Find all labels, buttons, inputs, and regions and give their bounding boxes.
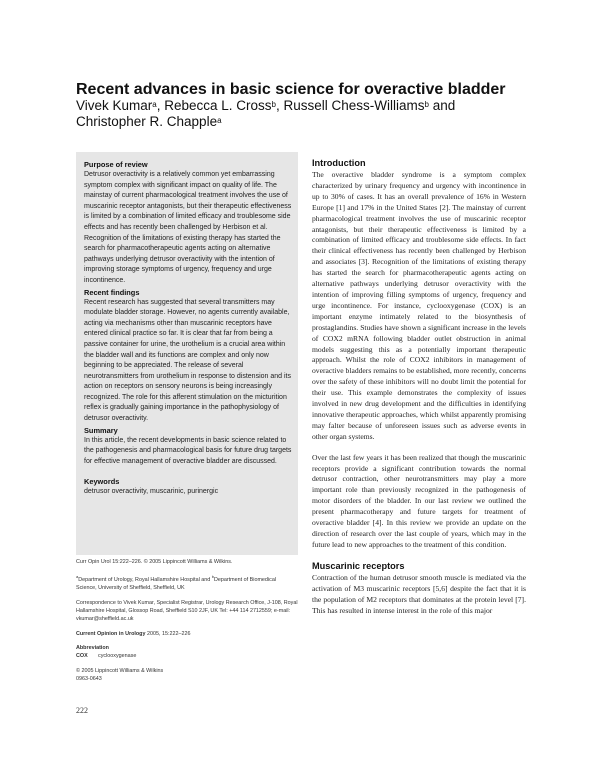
copyright: © 2005 Lippincott Williams & Wilkins	[76, 667, 164, 674]
introduction-heading: Introduction	[312, 158, 366, 168]
correspondence: Correspondence to Vivek Kumar, Specialist Registrar, Urology Research Office, J-108, Royal Hallamshire Hospital, Glossop Road, Sheffield S10 2JF, UK Tel: +44 114 2712559; e-mail: vkumar@sheffield.ac.uk	[76, 599, 298, 622]
body-paragraph: Contraction of the human detrusor smooth muscle is mediated via the activation of M3 muscarinic receptors [5,6] despite the fact that it is the population of M2 receptors that dominates at the protein level [7]. This has resulted in intense interest in the role of this major	[312, 572, 526, 615]
keywords-text: detrusor overactivity, muscarinic, purinergic	[84, 488, 219, 496]
author-name: Vivek Kumar	[76, 98, 153, 113]
author-affiliation-mark: b	[424, 100, 429, 109]
abbreviation-row	[76, 652, 298, 660]
author-separator: ,	[156, 98, 165, 113]
abstract	[84, 159, 292, 498]
body-paragraph: Over the last few years it has been realized that though the muscarinic receptors provide a significant contribution towards the normal detrusor contraction, other neurotransmitters may play a more important role than previously recognized in the pathogenesis of motor disorders of the bladder. In our last review we outlined the present pharmacotherapy and future targets for treatment of overactive bladder [4]. In this review we provide an update on the direction of research over the last couple of years, which may in the future lead to new approaches to the treatment of this condition.	[312, 452, 526, 549]
affiliation-b: Department of Biomedical Science, University of Sheffield, Sheffield, UK	[76, 576, 277, 591]
author-affiliation-mark: b	[271, 100, 276, 109]
author-name: Russell Chess-Williams	[283, 98, 425, 113]
purpose-heading: Purpose of review	[84, 160, 148, 169]
journal-detail: 2005, 15:222–226	[145, 630, 191, 637]
author-affiliation-mark: a	[217, 116, 222, 125]
article-notes	[76, 558, 298, 683]
affiliation-mark: a	[76, 574, 79, 579]
purpose-text: Detrusor overactivity is a relatively common yet embarrassing symptom complex with significant impact on quality of life. The mainstay of current pharmacological treatment involves the use of muscarinic receptor antagonists, but their therapeutic effectiveness is limited by a combination of limited efficacy and troublesome side effects and has recently been challenged by Herbison et al. Recognition of the limitations of existing therapy has started the search for pharmacotherapeutic agents acting on alternative pathways underlying detrusor overactivity with the intention of improving storage symptoms of urgency, frequency and urge incontinence.	[84, 171, 292, 284]
findings-heading: Recent findings	[84, 287, 140, 297]
abbreviation-key: COX	[76, 652, 88, 659]
author-name: Christopher R. Chapple	[76, 114, 218, 129]
journal-name: Current Opinion in Urology	[76, 630, 146, 637]
author-affiliation-mark: a	[152, 100, 157, 109]
citation-line: Curr Opin Urol 15:222–226. © 2005 Lippincott Williams & Wilkins.	[76, 559, 233, 565]
muscarinic-heading: Muscarinic receptors	[312, 560, 405, 571]
page-number: 222	[76, 706, 88, 715]
author-separator: and	[429, 98, 456, 113]
summary-heading: Summary	[84, 425, 118, 435]
author-list	[76, 98, 496, 130]
keywords-heading: Keywords	[84, 477, 120, 487]
findings-text: Recent research has suggested that several transmitters may modulate bladder storage. However, no agents currently available, acting via mechanisms other than muscarinic receptors have entered clinical practice so far. It is clear that far from being a passive container for urine, the urothelium is a crucial area within the bladder wall and its functions are complex and only now beginning to be appreciated. The release of several neurotransmitters from urothelium in response to distension and its action on receptors on sensory neurons is being increasingly recognized. The role for this afferent stimulation on the micturition reflex is gradually gaining importance in the pathophysiology of detrusor overactivity.	[84, 298, 291, 423]
issn: 0963-0643	[76, 675, 102, 682]
author-separator: ,	[276, 98, 284, 113]
summary-text: In this article, the recent developments in basic science related to the pathogenesis and pharmacological basis for future drug targets for effective management of overactive bladder are discussed.	[84, 436, 292, 465]
affiliation-a: Department of Urology, Royal Hallamshire Hospital and	[78, 576, 212, 583]
abbreviation-value: cyclooxygenase	[98, 652, 137, 659]
author-name: Rebecca L. Cross	[164, 98, 272, 113]
article-title: Recent advances in basic science for overactive bladder	[76, 81, 506, 98]
abbreviation-heading: Abbreviation	[76, 644, 109, 651]
journal-line	[76, 630, 298, 638]
article-body	[312, 157, 526, 616]
affiliations	[76, 573, 298, 592]
body-paragraph: The overactive bladder syndrome is a symptom complex characterized by urinary frequency and urgency with incontinence in up to 30% of cases. It has an overall prevalence of 16% in Western Europe [1] and 17% in the United States [2]. The mainstay of current pharmacological treatment involves the use of muscarinic receptor antagonists, but their therapeutic effectiveness is limited by a combination of limited efficacy and troublesome side effects. In fact their clinical effectiveness has recently been challenged by Herbison and associates [3]. Recognition of the limitations of existing therapy has started the search for pharmacotherapeutic agents acting on alternative pathways underlying detrusor overactivity with the intention of improving filling symptoms of urgency, frequency and urge incontinence. For instance, cyclooxygenase (COX) is an important enzyme intimately related to the biosynthesis of prostaglandins. Studies have shown a significant increase in the levels of COX2 mRNA following bladder outlet obstruction in animal models suggesting this as a potentially important therapeutic approach. Whilst the role of COX2 inhibitors in management of overactive bladders remains to be established, more recently, concerns over the safety of these inhibitors will no doubt limit the potential for their use. This example demonstrates the complexity of issues involved in new drug development and the difficulties in identifying innovative therapeutic approaches, which whilst apparently promising may falter because of unforeseen issues such as adverse events in other organ systems.	[312, 170, 526, 441]
affiliation-mark: b	[211, 574, 214, 579]
